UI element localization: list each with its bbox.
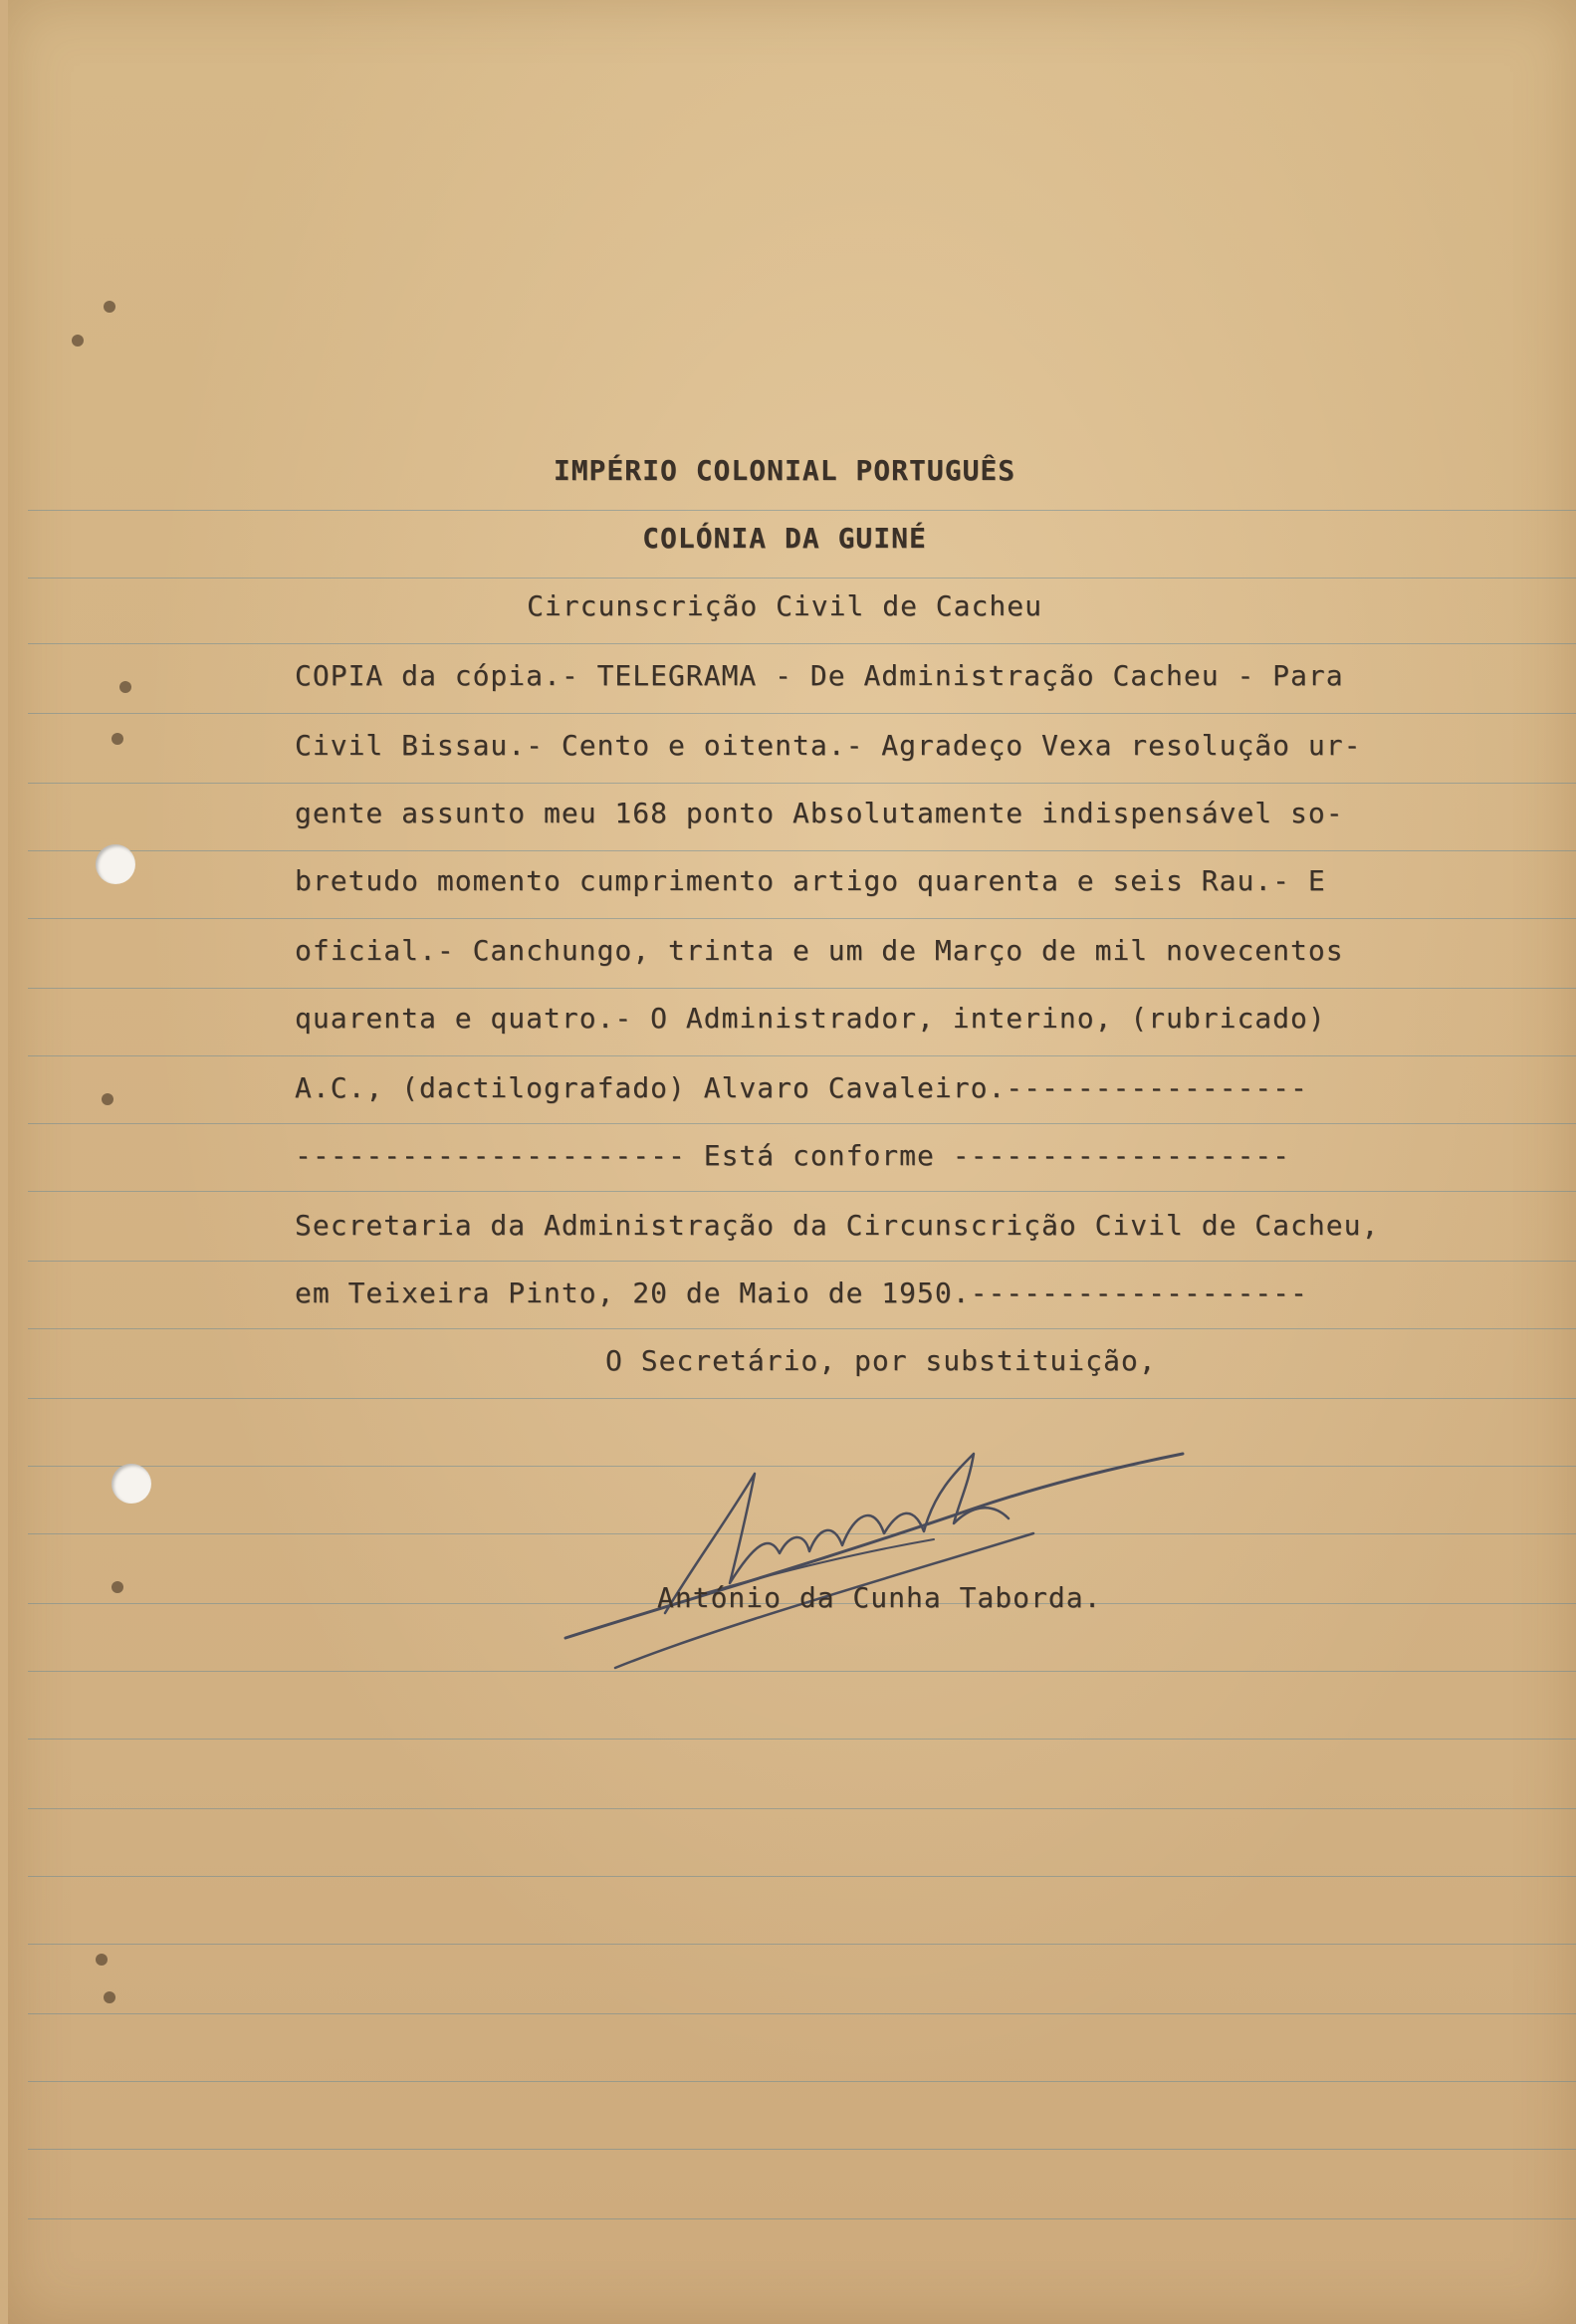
pin-mark <box>102 1093 113 1105</box>
body-line: oficial.- Canchungo, trinta e um de Março de mil novecentos <box>295 934 1344 967</box>
header-empire: IMPÉRIO COLONIAL PORTUGUÊS <box>553 454 1016 487</box>
header-circunscricao: Circunscrição Civil de Cacheu <box>527 589 1042 622</box>
ruled-line <box>28 713 1576 714</box>
ruled-line <box>28 1944 1576 1945</box>
body-line: quarenta e quatro.- O Administrador, interino, (rubricado) <box>295 1002 1326 1035</box>
ruled-line <box>28 850 1576 851</box>
ruled-line <box>28 1191 1576 1192</box>
punch-hole <box>112 1464 151 1504</box>
ruled-line <box>28 918 1576 919</box>
body-line: ---------------------- Está conforme ------------------- <box>295 1139 1291 1172</box>
ruled-line <box>28 1739 1576 1740</box>
pin-mark <box>96 1954 108 1966</box>
handwritten-signature <box>556 1414 1193 1673</box>
ruled-line <box>28 1261 1576 1262</box>
ruled-line <box>28 1808 1576 1809</box>
closing-title: O Secretário, por substituição, <box>605 1344 1157 1377</box>
body-line: Civil Bissau.- Cento e oitenta.- Agradeço Vexa resolução ur- <box>295 729 1362 762</box>
pin-mark <box>104 1991 115 2003</box>
pin-mark <box>112 1581 123 1593</box>
ruled-line <box>28 643 1576 644</box>
ruled-line <box>28 1876 1576 1877</box>
ruled-line <box>28 578 1576 579</box>
ruled-line <box>28 783 1576 784</box>
ruled-line <box>28 1398 1576 1399</box>
punch-hole <box>96 844 135 884</box>
ruled-line <box>28 510 1576 511</box>
body-line: bretudo momento cumprimento artigo quarenta e seis Rau.- E <box>295 864 1326 897</box>
ruled-line <box>28 1328 1576 1329</box>
body-line: em Teixeira Pinto, 20 de Maio de 1950.------------------- <box>295 1277 1308 1309</box>
body-line: A.C., (dactilografado) Alvaro Cavaleiro.----------------- <box>295 1071 1308 1104</box>
ruled-line <box>28 1055 1576 1056</box>
ruled-line <box>28 2218 1576 2219</box>
ruled-line <box>28 988 1576 989</box>
pin-mark <box>72 335 84 347</box>
body-line: Secretaria da Administração da Circunscrição Civil de Cacheu, <box>295 1209 1380 1242</box>
ruled-line <box>28 2081 1576 2082</box>
pin-mark <box>119 681 131 693</box>
ruled-line <box>28 2013 1576 2014</box>
pin-mark <box>112 733 123 745</box>
body-line: gente assunto meu 168 ponto Absolutamente indispensável so- <box>295 797 1344 829</box>
pin-mark <box>104 301 115 313</box>
body-line: COPIA da cópia.- TELEGRAMA - De Administração Cacheu - Para <box>295 659 1344 692</box>
signatory-name: António da Cunha Taborda. <box>657 1581 1102 1614</box>
document-sheet <box>8 0 1576 2324</box>
ruled-line <box>28 2149 1576 2150</box>
header-colony: COLÓNIA DA GUINÉ <box>642 522 927 555</box>
ruled-line <box>28 1123 1576 1124</box>
